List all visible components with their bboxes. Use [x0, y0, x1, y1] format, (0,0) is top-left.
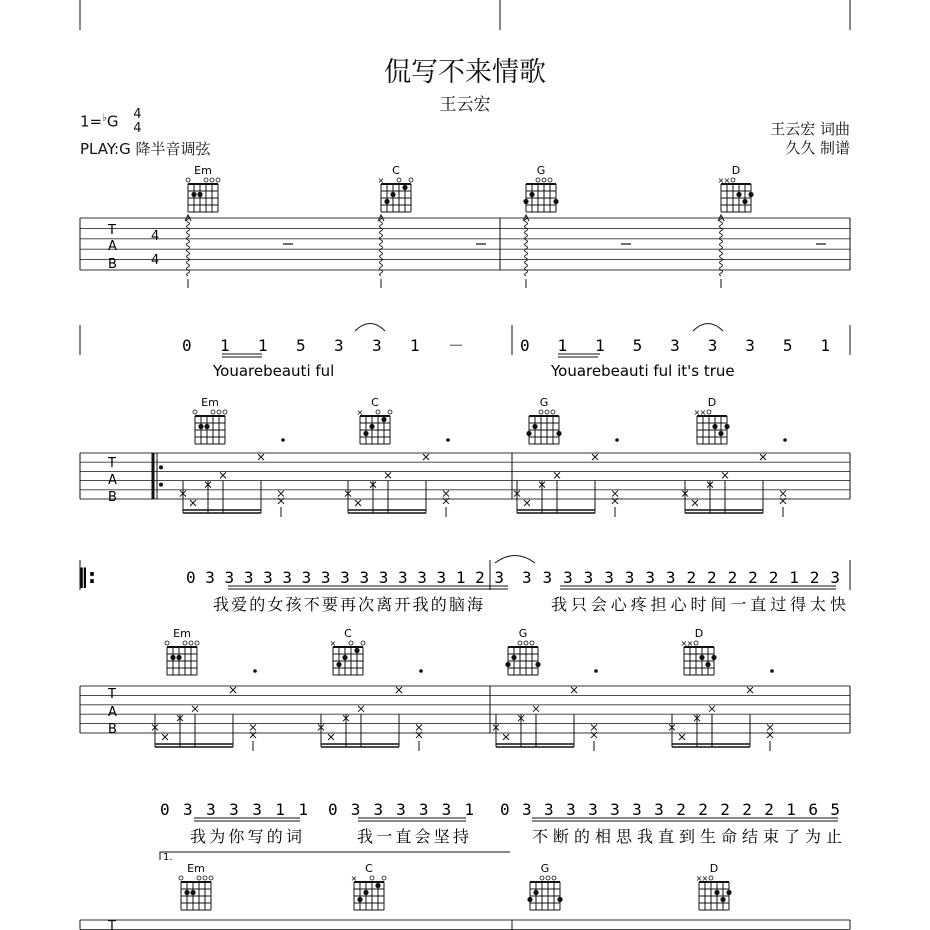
x-notehead: [396, 687, 402, 693]
chord-muted-string: ×: [717, 176, 725, 185]
volta-number: 1.: [163, 852, 173, 863]
chord-open-string: [204, 178, 208, 182]
chord-open-string: [546, 876, 550, 880]
chord-finger-dot: [381, 417, 386, 422]
tab-staves: [80, 0, 850, 929]
chord-muted-string: ×: [350, 874, 358, 883]
chord-open-string: [183, 641, 187, 645]
x-notehead: [355, 500, 361, 506]
chord-name: C: [344, 627, 352, 640]
play-capo-note: PLAY:G 降半音调弦: [80, 140, 211, 158]
lyric-line-2a: 我爱的女孩不要再次离开我的脑海: [213, 595, 483, 614]
tab-label-t: T: [108, 456, 116, 471]
chord-open-string: [709, 876, 713, 880]
chord-finger-dot: [718, 431, 723, 436]
x-notehead: [780, 491, 786, 497]
tab-notes: [152, 215, 838, 860]
chord-finger-dot: [363, 890, 368, 895]
tab-label-a: A: [108, 473, 117, 488]
chord-open-string: [552, 876, 556, 880]
lyric-line-3b: 我一直会坚持: [357, 827, 469, 846]
tie: [693, 324, 723, 332]
x-notehead: [190, 500, 196, 506]
chord-diagram-em: [193, 396, 227, 444]
chord-finger-dot: [190, 890, 195, 895]
tab-label-b: B: [108, 257, 117, 272]
chord-finger-dot: [184, 890, 189, 895]
chord-finger-dot: [532, 424, 537, 429]
chord-finger-dot: [336, 662, 341, 667]
chord-finger-dot: [748, 192, 753, 197]
chord-open-string: [551, 410, 555, 414]
chord-diagrams: [165, 164, 754, 910]
chord-finger-dot: [523, 199, 528, 204]
x-notehead: [258, 454, 264, 460]
chord-open-string: [540, 876, 544, 880]
key-prefix: 1=: [80, 112, 103, 131]
chord-open-string: [388, 410, 392, 414]
x-notehead: [416, 724, 422, 730]
tie: [355, 324, 385, 332]
chord-open-string: [524, 641, 528, 645]
chord-open-string: [536, 178, 540, 182]
tab-meter-top: 4: [151, 229, 160, 244]
x-notehead: [533, 706, 539, 712]
x-notehead: [328, 734, 334, 740]
chord-finger-dot: [511, 655, 516, 660]
chord-open-string: [548, 178, 552, 182]
chord-open-string: [542, 178, 546, 182]
chord-name: Em: [194, 164, 212, 177]
chord-finger-dot: [711, 655, 716, 660]
chord-open-string: [349, 641, 353, 645]
chord-open-string: [193, 410, 197, 414]
chord-name: G: [536, 164, 546, 177]
chord-finger-dot: [527, 897, 532, 902]
lyric-line-3a: 我为你写的词: [190, 827, 302, 846]
chord-name: Em: [187, 862, 205, 875]
chord-muted-string: ×: [699, 408, 707, 417]
chord-muted-string: ×: [701, 874, 709, 883]
chord-diagram-em: [179, 862, 213, 910]
x-notehead: [230, 687, 236, 693]
chord-open-string: [223, 410, 227, 414]
jianpu-line-2a: 0 3 3 3 3 3 3 3 3 3 3 3 3 3 1 2 3: [186, 568, 504, 587]
x-notehead: [385, 472, 391, 478]
rhythm-dot: [419, 669, 423, 673]
chord-finger-dot: [342, 655, 347, 660]
chord-muted-string: ×: [329, 639, 337, 648]
x-notehead: [571, 687, 577, 693]
chord-open-string: [731, 178, 735, 182]
x-notehead: [591, 724, 597, 730]
chord-open-string: [211, 410, 215, 414]
chord-finger-dot: [402, 185, 407, 190]
flat-sign: ♭: [102, 112, 107, 124]
chord-open-string: [539, 410, 543, 414]
chord-diagram-em: [165, 627, 199, 675]
chord-finger-dot: [712, 424, 717, 429]
chord-open-string: [530, 641, 534, 645]
jianpu-line-1b: 0 1 1 5 3 3 3 5 1: [520, 336, 830, 355]
rhythm-dot: [253, 669, 257, 673]
chord-finger-dot: [529, 192, 534, 197]
chord-open-string: [370, 876, 374, 880]
tab-label-t: T: [108, 223, 116, 238]
chord-open-string: [361, 641, 365, 645]
chord-open-string: [376, 410, 380, 414]
chord-finger-dot: [553, 199, 558, 204]
x-notehead: [278, 491, 284, 497]
chord-finger-dot: [742, 199, 747, 204]
x-notehead: [192, 706, 198, 712]
credit-arranger: 久久 制谱: [785, 139, 850, 157]
key-letter: G: [106, 112, 119, 131]
chord-finger-dot: [724, 424, 729, 429]
chord-finger-dot: [204, 424, 209, 429]
tie: [495, 556, 535, 564]
chord-finger-dot: [714, 890, 719, 895]
chord-open-string: [189, 641, 193, 645]
x-notehead: [679, 734, 685, 740]
chord-finger-dot: [384, 199, 389, 204]
chord-open-string: [186, 178, 190, 182]
chord-finger-dot: [699, 655, 704, 660]
x-notehead: [443, 491, 449, 497]
chord-name: D: [731, 164, 741, 177]
chord-diagram-d: [718, 164, 754, 212]
jianpu-line-2b: 3 3 3 3 3 3 3 3 2 2 2 2 2 1 2 3: [522, 568, 840, 587]
chord-open-string: [545, 410, 549, 414]
chord-name: D: [709, 862, 719, 875]
x-notehead: [554, 472, 560, 478]
jianpu-line-3c: 0 3 3 3 3 3 3 3 2 2 2 2 2 1 6 5: [500, 800, 840, 819]
song-artist: 王云宏: [439, 95, 491, 115]
rhythm-dot: [783, 438, 787, 442]
chord-finger-dot: [390, 192, 395, 197]
chord-diagram-d: [681, 627, 717, 675]
chord-name: G: [539, 396, 549, 409]
chord-finger-dot: [354, 648, 359, 653]
chord-finger-dot: [526, 431, 531, 436]
chord-diagram-c: [330, 627, 365, 675]
tab-label-a: A: [108, 239, 117, 254]
chord-name: C: [365, 862, 373, 875]
lyric-line-2b: 我只会心疼担心时间一直过得太快: [551, 595, 846, 614]
chord-open-string: [195, 641, 199, 645]
jianpu-line-1a: 0 1 1 5 3 3 1 －: [182, 336, 464, 355]
chord-open-string: [209, 876, 213, 880]
chord-muted-string: ×: [686, 639, 694, 648]
x-notehead: [503, 734, 509, 740]
lyric-line-1b: Youarebeauti ful it's true: [551, 362, 735, 380]
chord-finger-dot: [533, 890, 538, 895]
chord-open-string: [409, 178, 413, 182]
chord-muted-string: ×: [377, 176, 385, 185]
x-notehead: [358, 706, 364, 712]
chord-muted-string: ×: [693, 408, 701, 417]
chord-finger-dot: [357, 897, 362, 902]
chord-name: C: [371, 396, 379, 409]
chord-finger-dot: [191, 192, 196, 197]
chord-diagram-d: [694, 396, 730, 444]
jianpu-line-3b: 0 3 3 3 3 3 1: [328, 800, 474, 819]
chord-open-string: [216, 178, 220, 182]
chord-diagram-g: [526, 396, 561, 444]
chord-muted-string: ×: [680, 639, 688, 648]
chord-open-string: [210, 178, 214, 182]
chord-open-string: [203, 876, 207, 880]
chord-finger-dot: [197, 192, 202, 197]
chord-open-string: [197, 876, 201, 880]
chord-open-string: [694, 641, 698, 645]
tab-label-b: B: [108, 722, 117, 737]
strum-wave: [720, 216, 723, 276]
chord-finger-dot: [176, 655, 181, 660]
x-notehead: [220, 472, 226, 478]
song-title: 侃写不来情歌: [384, 57, 546, 88]
chord-open-string: [165, 641, 169, 645]
rhythm-dot: [615, 438, 619, 442]
chord-open-string: [217, 410, 221, 414]
chord-finger-dot: [556, 431, 561, 436]
chord-diagram-em: [186, 164, 220, 212]
chord-finger-dot: [736, 192, 741, 197]
strum-wave: [380, 216, 383, 276]
rhythm-dot: [446, 438, 450, 442]
meter-top: 4: [133, 107, 142, 122]
x-notehead: [722, 472, 728, 478]
tab-label-b: B: [108, 490, 117, 505]
chord-muted-string: ×: [695, 874, 703, 883]
x-notehead: [747, 687, 753, 693]
jianpu-line-3a: 0 3 3 3 3 1 1: [160, 800, 308, 819]
tab-label-a: A: [108, 705, 117, 720]
x-notehead: [423, 454, 429, 460]
tab-label-t: T: [108, 919, 116, 930]
chord-open-string: [382, 876, 386, 880]
lyric-line-3c: 不断的相思我直到生命结束了为止: [532, 827, 842, 846]
rhythm-dot: [594, 669, 598, 673]
chord-finger-dot: [369, 424, 374, 429]
chord-name: D: [694, 627, 704, 640]
chord-diagram-g: [523, 164, 558, 212]
chord-finger-dot: [705, 662, 710, 667]
chord-diagram-g: [527, 862, 562, 910]
repeat-dot: [159, 465, 163, 469]
chord-name: G: [518, 627, 528, 640]
chord-name: Em: [201, 396, 219, 409]
strum-wave: [187, 216, 190, 276]
rhythm-dot: [770, 669, 774, 673]
repeat-start-sign: ‖:: [78, 564, 96, 588]
chord-open-string: [707, 410, 711, 414]
chord-diagram-d: [696, 862, 732, 910]
credit-lyrics-music: 王云宏 词曲: [770, 120, 850, 138]
chord-finger-dot: [363, 431, 368, 436]
x-notehead: [612, 491, 618, 497]
chord-diagram-c: [357, 396, 392, 444]
volta-bracket: [160, 852, 510, 860]
chord-name: D: [707, 396, 717, 409]
chord-open-string: [518, 641, 522, 645]
chord-diagram-g: [505, 627, 540, 675]
x-notehead: [692, 500, 698, 506]
chord-finger-dot: [535, 662, 540, 667]
x-notehead: [709, 706, 715, 712]
lyric-line-1a: Youarebeauti ful: [213, 362, 335, 380]
chord-finger-dot: [726, 890, 731, 895]
chord-name: Em: [173, 627, 191, 640]
repeat-dot: [159, 483, 163, 487]
chord-open-string: [179, 876, 183, 880]
x-notehead: [250, 724, 256, 730]
chord-muted-string: ×: [356, 408, 364, 417]
chord-name: C: [392, 164, 400, 177]
chord-name: G: [540, 862, 550, 875]
tab-label-t: T: [108, 687, 116, 702]
chord-finger-dot: [720, 897, 725, 902]
tab-meter-bottom: 4: [151, 253, 160, 268]
rhythm-dot: [281, 438, 285, 442]
x-notehead: [760, 454, 766, 460]
chord-finger-dot: [198, 424, 203, 429]
chord-diagram-c: [378, 164, 413, 212]
chord-finger-dot: [375, 883, 380, 888]
chord-diagram-c: [351, 862, 386, 910]
chord-muted-string: ×: [723, 176, 731, 185]
x-notehead: [524, 500, 530, 506]
meter-bottom: 4: [133, 121, 142, 136]
x-notehead: [767, 724, 773, 730]
x-notehead: [592, 454, 598, 460]
chord-finger-dot: [170, 655, 175, 660]
x-notehead: [162, 734, 168, 740]
chord-finger-dot: [505, 662, 510, 667]
chord-finger-dot: [557, 897, 562, 902]
chord-open-string: [397, 178, 401, 182]
strum-wave: [525, 216, 528, 276]
